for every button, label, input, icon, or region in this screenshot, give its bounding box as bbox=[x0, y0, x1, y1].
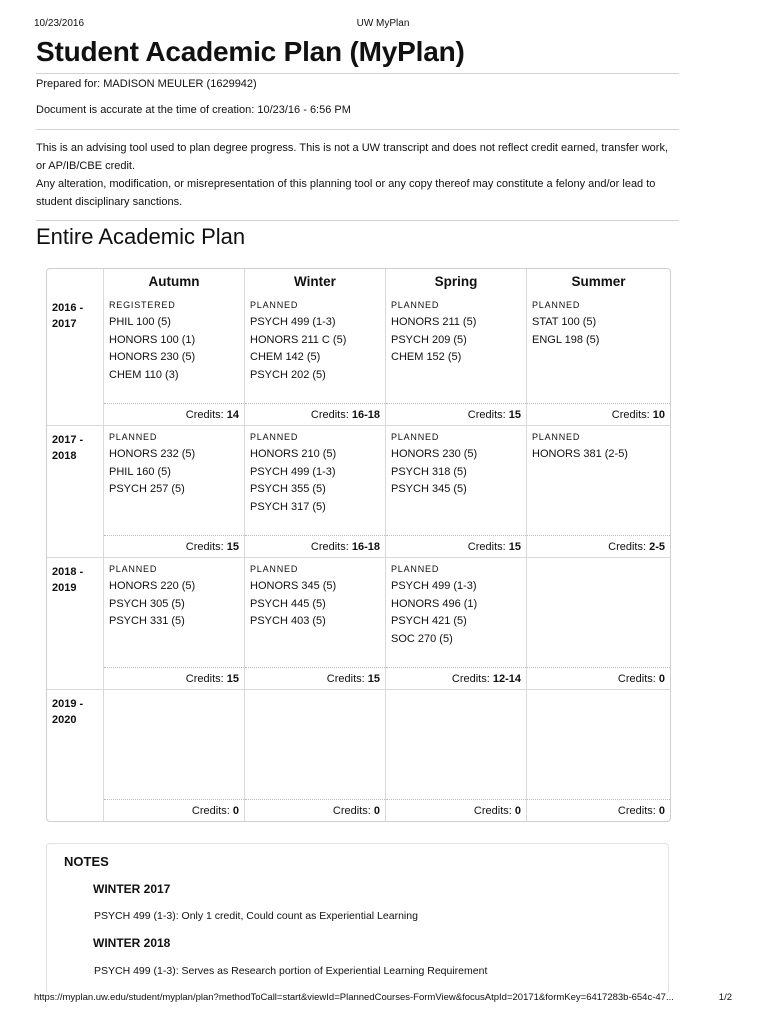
credits-summary bbox=[386, 799, 526, 821]
credits-label: Credits: bbox=[467, 541, 506, 553]
credits-label: Credits: bbox=[611, 409, 650, 421]
prepared-for-value: MADISON MEULER (1629942) bbox=[103, 78, 257, 90]
term-cell-autumn bbox=[104, 294, 245, 426]
credits-label: Credits: bbox=[326, 673, 365, 685]
course-item: PSYCH 499 (1-3) bbox=[250, 316, 336, 328]
course-item: PSYCH 421 (5) bbox=[391, 615, 467, 627]
course-item: PSYCH 257 (5) bbox=[109, 483, 185, 495]
credits-label: Credits: bbox=[310, 409, 349, 421]
term-cell-autumn bbox=[104, 426, 245, 558]
course-list bbox=[245, 444, 385, 516]
notes-heading: NOTES bbox=[64, 854, 109, 869]
term-status bbox=[104, 690, 244, 708]
course-item: PSYCH 499 (1-3) bbox=[391, 580, 477, 592]
year-row bbox=[47, 558, 670, 690]
credits-summary bbox=[527, 535, 670, 557]
year-label: 2017 - 2018 bbox=[47, 426, 104, 558]
year-row bbox=[47, 294, 670, 426]
course-item: HONORS 100 (1) bbox=[109, 333, 196, 346]
term-status bbox=[245, 690, 385, 708]
credits-summary bbox=[527, 799, 670, 821]
course-item: CHEM 152 (5) bbox=[391, 351, 462, 363]
note-text: PSYCH 499 (1-3): Serves as Research portion of Experiential Learning Requirement bbox=[94, 965, 488, 977]
course-list bbox=[527, 576, 670, 578]
course-list bbox=[245, 576, 385, 631]
credits-value: 0 bbox=[658, 673, 665, 685]
term-cell-summer bbox=[527, 294, 670, 426]
credits-value: 0 bbox=[373, 805, 380, 817]
course-item: ENGL 198 (5) bbox=[532, 333, 600, 346]
accuracy-value: 10/23/16 - 6:56 PM bbox=[257, 104, 351, 116]
disclaimer-line: Any alteration, modification, or misrepresentation of this planning tool or any copy thereof may constitute a felony and/or lead to student disciplinary sanctions. bbox=[36, 178, 656, 208]
course-item: PHIL 160 (5) bbox=[109, 465, 171, 478]
year-label: 2018 - 2019 bbox=[47, 558, 104, 690]
course-list bbox=[245, 708, 385, 710]
credits-value: 15 bbox=[508, 541, 521, 553]
credits-summary bbox=[386, 403, 526, 425]
course-item: PSYCH 209 (5) bbox=[391, 333, 467, 346]
print-url: https://myplan.uw.edu/student/myplan/plan?methodToCall=start&viewId=PlannedCourses-FormView&focusAtpId=20171&formKey=6417283b-654c-47... bbox=[34, 992, 674, 1003]
course-list bbox=[386, 444, 526, 499]
course-item: CHEM 110 (3) bbox=[109, 368, 179, 381]
credits-label: Credits: bbox=[473, 805, 512, 817]
quarter-header-spring: Spring bbox=[386, 269, 527, 294]
academic-plan-table bbox=[46, 268, 671, 822]
course-item: SOC 270 (5) bbox=[391, 632, 453, 645]
term-cell-summer bbox=[527, 558, 670, 690]
term-cell-spring bbox=[386, 558, 527, 690]
corner-cell bbox=[47, 269, 104, 294]
course-item: HONORS 211 C (5) bbox=[250, 333, 347, 346]
credits-summary bbox=[527, 667, 670, 689]
course-item: HONORS 496 (1) bbox=[391, 597, 478, 610]
course-item: PHIL 100 (5) bbox=[109, 316, 171, 328]
divider bbox=[36, 129, 679, 130]
course-item: PSYCH 305 (5) bbox=[109, 597, 185, 610]
term-status: PLANNED bbox=[109, 564, 158, 574]
credits-summary bbox=[527, 403, 670, 425]
credits-summary bbox=[386, 535, 526, 557]
term-status bbox=[527, 558, 670, 576]
plan-body bbox=[47, 294, 670, 821]
disclaimer-line: This is an advising tool used to plan degree progress. This is not a UW transcript and does not reflect credit earned, transfer work, or AP/IB/CBE credit. bbox=[36, 142, 669, 172]
term-status: PLANNED bbox=[391, 564, 440, 574]
course-item: STAT 100 (5) bbox=[532, 316, 597, 328]
course-item: PSYCH 345 (5) bbox=[391, 483, 467, 495]
credits-value: 10 bbox=[652, 409, 665, 421]
credits-summary bbox=[245, 403, 385, 425]
quarter-header-autumn: Autumn bbox=[104, 269, 245, 294]
year-row bbox=[47, 426, 670, 558]
course-list bbox=[104, 444, 244, 499]
credits-summary bbox=[104, 403, 244, 425]
term-status: PLANNED bbox=[109, 432, 158, 442]
credits-value: 12-14 bbox=[492, 673, 521, 685]
credits-label: Credits: bbox=[451, 673, 490, 685]
term-status: PLANNED bbox=[250, 300, 299, 310]
course-list bbox=[386, 576, 526, 648]
credits-value: 15 bbox=[226, 673, 239, 685]
credits-value: 15 bbox=[226, 541, 239, 553]
course-item: HONORS 232 (5) bbox=[109, 448, 196, 460]
term-cell-winter bbox=[245, 294, 386, 426]
prepared-for bbox=[36, 78, 257, 90]
credits-value: 0 bbox=[232, 805, 239, 817]
course-list bbox=[386, 708, 526, 710]
credits-label: Credits: bbox=[185, 673, 224, 685]
course-item: PSYCH 355 (5) bbox=[250, 483, 326, 495]
term-cell-summer bbox=[527, 690, 670, 821]
credits-label: Credits: bbox=[617, 673, 656, 685]
course-item: PSYCH 317 (5) bbox=[250, 500, 326, 513]
term-cell-autumn bbox=[104, 558, 245, 690]
credits-label: Credits: bbox=[332, 805, 371, 817]
course-item: HONORS 381 (2-5) bbox=[532, 448, 628, 460]
term-cell-summer bbox=[527, 426, 670, 558]
credits-summary bbox=[245, 667, 385, 689]
print-footer bbox=[34, 992, 732, 1006]
term-cell-spring bbox=[386, 294, 527, 426]
credits-summary bbox=[104, 667, 244, 689]
term-status: PLANNED bbox=[532, 432, 581, 442]
quarter-header-row bbox=[47, 269, 670, 294]
credits-summary bbox=[104, 535, 244, 557]
course-item: HONORS 230 (5) bbox=[109, 351, 196, 363]
note-term: WINTER 2017 bbox=[93, 882, 171, 896]
term-status: PLANNED bbox=[532, 300, 581, 310]
credits-summary bbox=[245, 799, 385, 821]
accuracy-label: Document is accurate at the time of creation: bbox=[36, 104, 255, 116]
credits-value: 15 bbox=[367, 673, 380, 685]
course-item: HONORS 345 (5) bbox=[250, 580, 337, 592]
prepared-for-label: Prepared for: bbox=[36, 78, 101, 90]
credits-summary bbox=[104, 799, 244, 821]
course-item: HONORS 210 (5) bbox=[250, 448, 337, 460]
notes-panel bbox=[46, 843, 669, 994]
course-list bbox=[527, 312, 670, 349]
course-item: HONORS 220 (5) bbox=[109, 580, 196, 592]
credits-label: Credits: bbox=[608, 541, 647, 553]
section-title: Entire Academic Plan bbox=[36, 224, 246, 249]
course-item: PSYCH 318 (5) bbox=[391, 465, 467, 478]
course-item: PSYCH 331 (5) bbox=[109, 615, 185, 627]
term-status: PLANNED bbox=[391, 432, 440, 442]
page-number: 1/2 bbox=[718, 992, 732, 1003]
credits-value: 0 bbox=[658, 805, 665, 817]
term-cell-winter bbox=[245, 558, 386, 690]
term-cell-winter bbox=[245, 426, 386, 558]
disclaimer bbox=[36, 139, 676, 211]
year-label: 2019 - 2020 bbox=[47, 690, 104, 821]
term-status: REGISTERED bbox=[109, 300, 176, 310]
credits-summary bbox=[386, 667, 526, 689]
course-list bbox=[527, 444, 670, 464]
course-list bbox=[104, 312, 244, 384]
credits-value: 16-18 bbox=[351, 409, 380, 421]
term-status bbox=[386, 690, 526, 708]
course-item: CHEM 142 (5) bbox=[250, 351, 321, 363]
quarter-header-winter: Winter bbox=[245, 269, 386, 294]
credits-value: 16-18 bbox=[351, 541, 380, 553]
print-header bbox=[34, 18, 732, 32]
credits-label: Credits: bbox=[185, 541, 224, 553]
credits-label: Credits: bbox=[191, 805, 230, 817]
term-status: PLANNED bbox=[250, 564, 299, 574]
note-term: WINTER 2018 bbox=[93, 936, 171, 950]
credits-summary bbox=[245, 535, 385, 557]
page-title: Student Academic Plan (MyPlan) bbox=[36, 36, 465, 67]
note-text: PSYCH 499 (1-3): Only 1 credit, Could count as Experiential Learning bbox=[94, 910, 418, 922]
credits-value: 2-5 bbox=[649, 541, 665, 553]
course-list bbox=[245, 312, 385, 384]
divider bbox=[36, 73, 679, 74]
term-status bbox=[527, 690, 670, 708]
credits-value: 14 bbox=[226, 409, 239, 421]
accuracy-statement bbox=[36, 104, 351, 116]
term-status: PLANNED bbox=[391, 300, 440, 310]
credits-value: 0 bbox=[514, 805, 521, 817]
course-item: PSYCH 403 (5) bbox=[250, 615, 326, 627]
course-list bbox=[527, 708, 670, 710]
credits-label: Credits: bbox=[185, 409, 224, 421]
year-label: 2016 - 2017 bbox=[47, 294, 104, 426]
term-cell-spring bbox=[386, 426, 527, 558]
credits-label: Credits: bbox=[467, 409, 506, 421]
course-item: PSYCH 499 (1-3) bbox=[250, 465, 336, 478]
course-list bbox=[104, 708, 244, 710]
term-status: PLANNED bbox=[250, 432, 299, 442]
year-row bbox=[47, 690, 670, 821]
credits-value: 15 bbox=[508, 409, 521, 421]
term-cell-winter bbox=[245, 690, 386, 821]
quarter-header-summer: Summer bbox=[571, 274, 626, 289]
course-item: PSYCH 202 (5) bbox=[250, 368, 326, 381]
credits-label: Credits: bbox=[310, 541, 349, 553]
divider bbox=[36, 220, 679, 221]
course-list bbox=[386, 312, 526, 367]
course-item: HONORS 211 (5) bbox=[391, 316, 477, 328]
term-cell-spring bbox=[386, 690, 527, 821]
term-cell-autumn bbox=[104, 690, 245, 821]
course-list bbox=[104, 576, 244, 631]
print-date: 10/23/2016 bbox=[34, 18, 85, 29]
print-title: UW MyPlan bbox=[356, 18, 410, 29]
course-item: PSYCH 445 (5) bbox=[250, 597, 326, 610]
course-item: HONORS 230 (5) bbox=[391, 448, 478, 460]
credits-label: Credits: bbox=[617, 805, 656, 817]
